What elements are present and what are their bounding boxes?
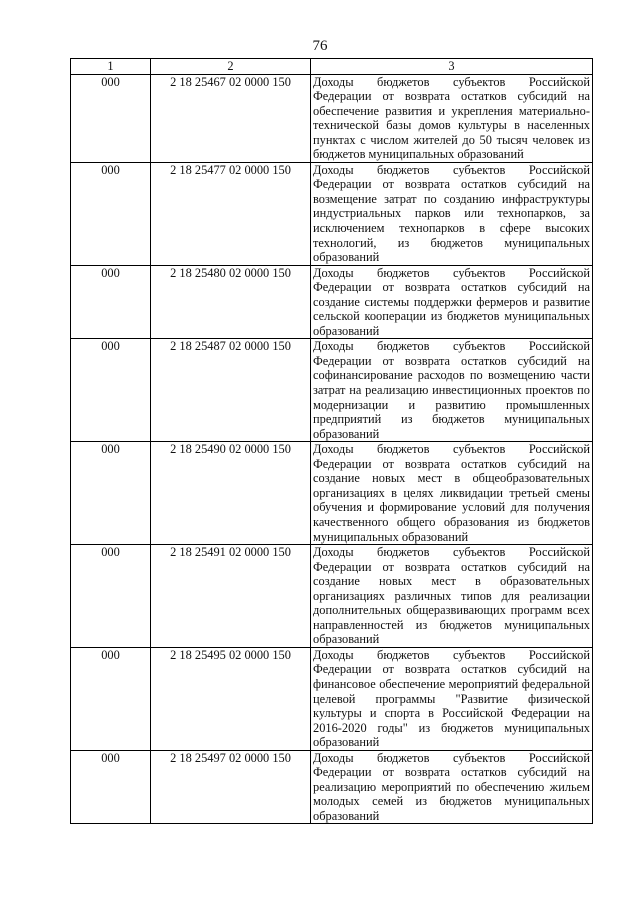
admin-code-cell: 000 [71, 442, 151, 545]
table-header-row [71, 59, 593, 75]
revenue-description-cell: Доходы бюджетов субъектов Российской Федерации от возврата остатков субсидий на обеспечение развития и укрепления материально-технической базы домов культуры в населенных пунктах с числом жителей до 50 тысяч человек из бюджетов муниципальных образований [311, 74, 593, 162]
budget-class-code-cell: 2 18 25490 02 0000 150 [151, 442, 311, 545]
table-row [71, 265, 593, 339]
budget-class-code-cell: 2 18 25491 02 0000 150 [151, 545, 311, 648]
admin-code-cell: 000 [71, 74, 151, 162]
table-row [71, 545, 593, 648]
column-header-3: 3 [311, 59, 593, 75]
revenue-description-cell: Доходы бюджетов субъектов Российской Федерации от возврата остатков субсидий на реализацию мероприятий по обеспечению жильем молодых семей из бюджетов муниципальных образований [311, 750, 593, 824]
budget-class-code-cell: 2 18 25480 02 0000 150 [151, 265, 311, 339]
column-header-1: 1 [71, 59, 151, 75]
table-row [71, 647, 593, 750]
budget-class-code-cell: 2 18 25467 02 0000 150 [151, 74, 311, 162]
admin-code-cell: 000 [71, 750, 151, 824]
budget-class-code-cell: 2 18 25495 02 0000 150 [151, 647, 311, 750]
revenue-description-cell: Доходы бюджетов субъектов Российской Федерации от возврата остатков субсидий на создание новых мест в образовательных организациях различных типов для реализации дополнительных общеразвивающих программ всех направленностей из бюджетов муниципальных образований [311, 545, 593, 648]
budget-class-code-cell: 2 18 25487 02 0000 150 [151, 339, 311, 442]
admin-code-cell: 000 [71, 545, 151, 648]
admin-code-cell: 000 [71, 265, 151, 339]
revenue-description-cell: Доходы бюджетов субъектов Российской Федерации от возврата остатков субсидий на софинансирование расходов по возмещению части затрат на реализацию инвестиционных проектов по модернизации и развитию промышленных предприятий из бюджетов муниципальных образований [311, 339, 593, 442]
budget-revenue-table [70, 58, 593, 824]
table-row [71, 162, 593, 265]
column-header-2: 2 [151, 59, 311, 75]
table-row [71, 339, 593, 442]
revenue-description-cell: Доходы бюджетов субъектов Российской Федерации от возврата остатков субсидий на возмещение затрат по созданию инфраструктуры индустриальных парков или технопарков, за исключением технопарков в сфере высоких технологий, из бюджетов муниципальных образований [311, 162, 593, 265]
revenue-description-cell: Доходы бюджетов субъектов Российской Федерации от возврата остатков субсидий на создание новых мест в общеобразовательных организациях в целях ликвидации третьей смены обучения и формирование условий для получения качественного общего образования из бюджетов муниципальных образований [311, 442, 593, 545]
budget-class-code-cell: 2 18 25477 02 0000 150 [151, 162, 311, 265]
admin-code-cell: 000 [71, 162, 151, 265]
budget-class-code-cell: 2 18 25497 02 0000 150 [151, 750, 311, 824]
admin-code-cell: 000 [71, 339, 151, 442]
revenue-description-cell: Доходы бюджетов субъектов Российской Федерации от возврата остатков субсидий на создание системы поддержки фермеров и развитие сельской кооперации из бюджетов муниципальных образований [311, 265, 593, 339]
table-row [71, 750, 593, 824]
revenue-description-cell: Доходы бюджетов субъектов Российской Федерации от возврата остатков субсидий на финансовое обеспечение мероприятий федеральной целевой программы "Развитие физической культуры и спорта в Российской Федерации на 2016-2020 годы" из бюджетов муниципальных образований [311, 647, 593, 750]
table-row [71, 74, 593, 162]
admin-code-cell: 000 [71, 647, 151, 750]
table-row [71, 442, 593, 545]
page-number: 76 [312, 38, 328, 54]
